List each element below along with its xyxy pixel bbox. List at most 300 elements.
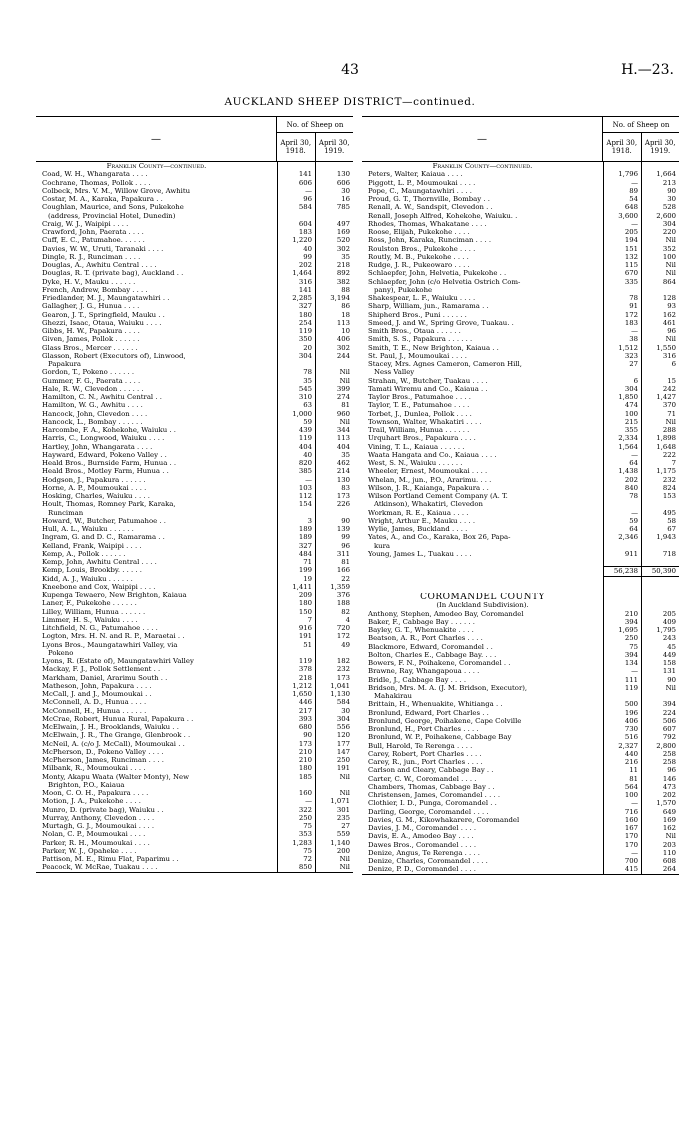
row-value-1918: 680 [298, 723, 312, 731]
row-name: Piggott, L. P., Moumoukai . . . . [368, 178, 476, 187]
table-row [362, 261, 679, 269]
row-value-1919: 153 [662, 492, 676, 500]
table-row [362, 327, 679, 335]
row-value-1919 [641, 286, 679, 294]
table-row [36, 822, 353, 830]
row-name: Peacock, W. McRae, Tuakau . . . . [42, 863, 158, 872]
row-value-1918: — [631, 219, 638, 228]
row-value-1919: 1,898 [656, 434, 676, 443]
table-row [362, 816, 679, 824]
row-value-1918: 1,438 [618, 467, 638, 476]
row-value-1919: 824 [662, 483, 676, 492]
row-name: Tamati Wiremu and Co., Kaiaua . . [368, 384, 488, 393]
row-value-1918: 440 [624, 749, 638, 758]
table-row [362, 618, 679, 626]
row-value-1919: 50,390 [641, 566, 679, 576]
row-value-1919: 173 [336, 673, 350, 682]
table-row [36, 525, 353, 533]
row-value-1919: 27 [341, 822, 350, 830]
row-value-1918: 7 [307, 615, 312, 624]
row-value-1918: 604 [298, 219, 312, 228]
row-value-1918: 141 [298, 170, 312, 179]
row-value-1919: 232 [336, 665, 350, 674]
row-value-1919: 718 [662, 549, 676, 558]
row-value-1919: 304 [662, 219, 676, 228]
header-col-1919: April 30, 1919. [641, 133, 680, 161]
table-row [36, 616, 353, 624]
row-value-1919: 71 [667, 409, 676, 418]
table-row [36, 212, 353, 220]
table-row [362, 484, 679, 492]
table-row [36, 740, 353, 748]
row-value-1919: 1,071 [330, 797, 350, 806]
row-value-1919 [641, 368, 679, 376]
row-name: Davies, J. M., Coromandel . . . . [368, 824, 477, 832]
row-value-1919 [315, 212, 353, 220]
row-value-1918: 112 [298, 492, 312, 500]
row-name: McCall, J. and J., Moumoukai . . [42, 690, 152, 698]
row-name: Shipherd Bros., Puni . . . . . . [368, 310, 467, 319]
table-row [36, 368, 353, 376]
row-value-1918: — [631, 848, 638, 857]
table-header [36, 117, 353, 162]
row-value-1919: 182 [336, 657, 350, 665]
header-dash: — [151, 133, 161, 145]
table-row [36, 253, 353, 261]
row-value-1919: 1,943 [656, 533, 676, 542]
row-value-1918: 183 [624, 318, 638, 327]
row-name: Hoult, Thomas, Romney Park, Karaka, [42, 500, 176, 509]
row-value-1918: 183 [298, 228, 312, 236]
row-value-1918: 210 [298, 756, 312, 764]
table-row [362, 203, 679, 211]
row-name: Franklin County—continued. [106, 162, 207, 170]
table-row [36, 674, 353, 682]
row-value-1918: 119 [298, 327, 312, 335]
row-value-1919: 10 [341, 327, 350, 335]
table-row [36, 839, 353, 847]
row-name: Dingle, R. J., Runciman . . . . [42, 252, 141, 261]
row-value-1919: Nil [339, 772, 350, 781]
row-value-1918: 167 [624, 824, 638, 832]
row-value-1918: 216 [624, 758, 638, 766]
row-value-1919: 409 [662, 617, 676, 626]
table-row [362, 775, 679, 783]
row-value-1919: 162 [662, 310, 676, 319]
row-value-1918: 911 [624, 549, 638, 558]
row-name: Hale, R. W., Clevedon . . . . . . [42, 384, 144, 393]
table-row [36, 443, 353, 451]
row-value-1919: 15 [667, 376, 676, 385]
row-value-1918: 484 [298, 549, 312, 558]
row-value-1918 [277, 162, 315, 170]
row-value-1919: 67 [667, 525, 676, 533]
row-value-1919: 1,648 [656, 442, 676, 451]
header-col-1918: April 30, 1918. [280, 139, 312, 155]
header-col-1918: April 30, 1918. [606, 139, 638, 155]
row-value-1918: 2,285 [292, 294, 312, 302]
row-name: Strahan, W., Butcher, Tuakau . . . . [368, 376, 488, 385]
row-value-1918: 172 [624, 310, 638, 319]
table-row [362, 601, 679, 609]
row-name: Glasson, Robert (Executors of), Linwood, [42, 351, 186, 360]
row-value-1919: 45 [667, 642, 676, 651]
row-value-1919: 250 [336, 756, 350, 764]
row-value-1919: 394 [662, 700, 676, 709]
row-value-1919: 173 [336, 492, 350, 500]
table-row [362, 344, 679, 352]
row-name: Peters, Walter, Kaiaua . . . . [368, 170, 463, 179]
row-value-1919: Nil [339, 863, 350, 872]
table-row [36, 550, 353, 558]
row-value-1918: 218 [298, 673, 312, 682]
row-value-1919: 81 [341, 401, 350, 410]
table-row [36, 484, 353, 492]
table-row [362, 865, 679, 873]
row-name: Bronlund, H., Port Charles . . . . [368, 725, 479, 733]
row-value-1919: Nil [339, 376, 350, 385]
row-value-1919: 584 [336, 698, 350, 707]
row-value-1918 [603, 368, 641, 376]
row-name: Denize, Charles, Coromandel . . . . [368, 857, 488, 865]
row-value-1919: 139 [336, 525, 350, 533]
row-name: McElwain, J. H., Brooklands, Waiuku . . [42, 723, 179, 731]
row-name: Lilley, William, Hunua . . . . . . [42, 607, 146, 616]
table-row [36, 319, 353, 327]
row-value-1919: 352 [662, 244, 676, 253]
table-row [36, 509, 353, 517]
row-value-1918: 75 [303, 846, 312, 855]
left-table-body [36, 162, 353, 872]
table-row [362, 253, 679, 261]
row-value-1918: 64 [629, 459, 638, 467]
row-value-1918: 170 [624, 832, 638, 841]
row-value-1919: 960 [336, 409, 350, 418]
table-row [36, 426, 353, 434]
row-name: Murray, Anthony, Clevedon . . . . [42, 813, 155, 822]
row-value-1918: 850 [298, 863, 312, 872]
row-value-1918: 99 [303, 252, 312, 261]
row-value-1918: 304 [624, 384, 638, 393]
row-value-1919: Nil [665, 417, 676, 426]
row-value-1919: 166 [336, 566, 350, 575]
table-row [362, 286, 679, 294]
row-value-1919: 1,130 [330, 690, 350, 698]
row-value-1919: 243 [662, 634, 676, 643]
row-value-1919: 497 [336, 219, 350, 228]
row-value-1918: 27 [629, 360, 638, 368]
right-table-body [362, 162, 679, 874]
row-value-1918: 196 [624, 708, 638, 717]
row-name: Carter, C. W., Coromandel . . . . [368, 774, 477, 783]
row-value-1919 [315, 781, 353, 789]
row-value-1919: Nil [665, 832, 676, 841]
table-row [36, 599, 353, 607]
row-value-1919: 96 [341, 541, 350, 550]
row-name: Craig, W. J., Waipipi . . . . [42, 219, 129, 228]
row-name: Dyke, H. V., Mauku . . . . . . [42, 277, 136, 286]
row-value-1918: 3 [307, 516, 312, 525]
table-row [362, 750, 679, 758]
table-row [36, 756, 353, 764]
row-value-1919: 556 [336, 723, 350, 731]
row-value-1918: 154 [298, 500, 312, 509]
row-name: Waata Hangata and Co., Kaiaua . . . . [368, 450, 497, 459]
row-value-1919 [641, 692, 679, 700]
page-header [0, 62, 700, 82]
row-value-1918: 385 [298, 467, 312, 476]
table-row [36, 294, 353, 302]
table-row [36, 797, 353, 805]
table-row [362, 195, 679, 203]
row-value-1919: 461 [662, 318, 676, 327]
row-value-1918: 20 [303, 343, 312, 352]
table-row [362, 742, 679, 750]
row-name: Urquhart Bros., Papakura . . . . [368, 434, 476, 443]
row-value-1919: 30 [341, 186, 350, 195]
row-name: Bayley, G. T., Whenuakite . . . . [368, 626, 474, 634]
row-value-1919: 2,800 [656, 741, 676, 750]
row-value-1918: 35 [303, 376, 312, 385]
table-row [36, 228, 353, 236]
row-name: Parker, W. J., Opaheke . . . . [42, 846, 137, 855]
row-name: Howard, W., Butcher, Patumahoe . . [42, 516, 166, 525]
table-row [362, 311, 679, 319]
row-value-1918: 322 [298, 805, 312, 814]
row-name: Yates, A., and Co., Karaka, Box 26, Papa- [368, 533, 511, 542]
row-value-1918: 350 [298, 335, 312, 344]
row-value-1918: 1,283 [292, 838, 312, 847]
row-value-1918: 141 [298, 285, 312, 294]
table-row [362, 558, 679, 566]
row-value-1919: 82 [341, 607, 350, 616]
table-row [362, 849, 679, 857]
row-name: Brittain, H., Whenuakite, Whitianga . . [368, 700, 503, 709]
row-name: McConnell, H., Hunua . . . . . . [42, 706, 147, 715]
table-row [362, 799, 679, 807]
table-row [362, 857, 679, 865]
row-value-1918: 115 [624, 261, 638, 269]
table-row [36, 698, 353, 706]
row-value-1918: 210 [624, 609, 638, 618]
row-value-1919: 559 [336, 830, 350, 839]
row-value-1919: 316 [662, 351, 676, 360]
row-name: Taylor, T. E., Patumahoe . . . . [368, 401, 470, 410]
table-row [36, 311, 353, 319]
row-value-1919: 191 [336, 764, 350, 773]
row-value-1918: 89 [629, 186, 638, 195]
table-row [36, 179, 353, 187]
table-row [362, 667, 679, 675]
row-value-1919: 608 [662, 857, 676, 865]
row-name: Hartley, John, Whangarata . . . . [42, 442, 153, 451]
row-value-1919: 90 [667, 675, 676, 684]
table-row [362, 426, 679, 434]
row-value-1918: 100 [624, 409, 638, 418]
row-name: Bridle, J., Cabbage Bay . . . . [368, 675, 467, 684]
row-value-1919: 288 [662, 426, 676, 434]
row-value-1918: 2,346 [618, 533, 638, 542]
row-value-1919: 301 [336, 805, 350, 814]
row-value-1918: 209 [298, 591, 312, 599]
table-row [36, 641, 353, 649]
row-value-1918: 54 [629, 195, 638, 203]
row-value-1919: 16 [341, 195, 350, 203]
table-row [36, 467, 353, 475]
row-value-1919: 520 [336, 236, 350, 245]
row-value-1919: 607 [662, 725, 676, 733]
row-name: Heald Bros., Burnside Farm, Hunua . . [42, 459, 177, 467]
row-name: Schlaepfer, John, Helvetia, Pukekohe . . [368, 269, 507, 278]
row-name: Davies, G. M., Kikowhakarere, Coromandel [368, 815, 520, 824]
row-value-1919: Nil [665, 683, 676, 692]
row-value-1919: 202 [662, 791, 676, 799]
row-value-1919: 86 [341, 302, 350, 311]
row-name: Darling, George, Coromandel . . . . [368, 807, 489, 816]
row-value-1918: 51 [303, 640, 312, 649]
table-row [362, 401, 679, 409]
row-value-1919: 93 [667, 302, 676, 311]
table-row [362, 643, 679, 651]
row-value-1919: 404 [336, 442, 350, 451]
row-value-1919: 30 [667, 195, 676, 203]
row-value-1918: 180 [298, 764, 312, 773]
table-row [362, 733, 679, 741]
page-number: 43 [341, 62, 359, 78]
row-value-1918: 250 [298, 813, 312, 822]
row-name: Renall, A. W., Sandspit, Clevedon . . [368, 203, 493, 212]
row-name: Munro, D. (private bag), Waiuku . . [42, 805, 164, 814]
row-value-1919: 18 [341, 310, 350, 319]
row-value-1918: 304 [298, 351, 312, 360]
row-value-1919: 344 [336, 426, 350, 434]
row-value-1919: 205 [662, 609, 676, 618]
row-value-1918: 394 [624, 650, 638, 659]
row-name: Blackmore, Edward, Coromandel . . [368, 642, 493, 651]
row-name: Harris, C., Longwood, Waiuku . . . . [42, 434, 165, 443]
row-name: Wilson, J. R., Kaianga, Papakura . . [368, 483, 489, 492]
row-name: Milbank, R., Moumoukai . . . . [42, 764, 146, 773]
row-value-1918: 1,212 [292, 681, 312, 690]
row-name: Nolan, C. P., Moumoukai . . . . [42, 830, 146, 839]
row-value-1918 [277, 781, 315, 789]
row-value-1919: Nil [665, 236, 676, 245]
row-value-1918: 1,564 [618, 442, 638, 451]
row-value-1918: 516 [624, 733, 638, 742]
table-row [362, 187, 679, 195]
row-value-1919: 244 [336, 351, 350, 360]
table-row [36, 377, 353, 385]
row-name: Hodgson, J., Papakura . . . . . . [42, 475, 146, 484]
row-name: Smeed, J. and W., Spring Grove, Tuakau. . [368, 318, 514, 327]
row-name: Lyons Bros., Maungatawhiri Valley, via [42, 640, 178, 649]
header-dash: — [477, 133, 487, 145]
row-value-1918: 335 [624, 277, 638, 286]
row-value-1919: 100 [662, 252, 676, 261]
row-value-1918 [277, 509, 315, 517]
row-name: Gibbs, H. W., Papakura . . . . [42, 327, 140, 335]
row-value-1919: 528 [662, 203, 676, 212]
row-value-1919: 302 [336, 244, 350, 253]
row-value-1918: 119 [624, 683, 638, 692]
row-value-1918: 40 [303, 244, 312, 253]
row-value-1918: 90 [303, 731, 312, 740]
table-row [362, 566, 679, 576]
row-value-1919: 96 [667, 327, 676, 335]
row-value-1918: 545 [298, 384, 312, 393]
row-name: (address, Provincial Hotel, Dunedin) [48, 211, 176, 220]
row-value-1919: 264 [662, 865, 676, 874]
table-row [362, 791, 679, 799]
row-name: Papakura [48, 360, 81, 368]
table-row [36, 492, 353, 500]
row-value-1919: 606 [336, 178, 350, 187]
row-value-1919: 235 [336, 813, 350, 822]
row-value-1919: 1,427 [656, 393, 676, 401]
row-value-1918: — [631, 450, 638, 459]
row-value-1918: 254 [298, 318, 312, 327]
row-value-1918: 194 [624, 236, 638, 245]
row-name: Cuff, E. C., Patumahoe. . . . . . [42, 236, 145, 245]
table-row [36, 245, 353, 253]
row-name: Denize, P. D., Coromandel . . . . [368, 865, 476, 874]
table-row [362, 179, 679, 187]
row-name: Roulston Bros., Pukekohe . . . . [368, 244, 476, 253]
row-name: Young, James L., Tuakau . . . . [368, 549, 472, 558]
row-value-1919: 213 [662, 178, 676, 187]
row-name: kura [374, 541, 391, 550]
row-name: Horne, A. P., Moumoukai . . . . [42, 483, 147, 492]
table-row [36, 863, 353, 871]
table-row [36, 566, 353, 574]
table-row [362, 709, 679, 717]
row-value-1919: 785 [336, 203, 350, 212]
table-row [362, 360, 679, 368]
row-name: Smith Bros., Otaua . . . . . . [368, 327, 461, 335]
row-name: Chambers, Thomas, Cabbage Bay . . [368, 782, 495, 791]
table-row [362, 692, 679, 700]
row-name: Brawne, Ray, Whangapoua . . . . [368, 667, 480, 676]
table-row [362, 766, 679, 774]
table-row [36, 665, 353, 673]
table-row [362, 467, 679, 475]
row-name: Sharp, William, jun., Ramarama . . [368, 302, 489, 311]
row-value-1919: 131 [662, 667, 676, 676]
table-row [36, 830, 353, 838]
table-row [362, 319, 679, 327]
row-value-1919: 1,570 [656, 799, 676, 808]
table-row [362, 634, 679, 642]
row-value-1919: Nil [339, 855, 350, 863]
row-name: Bolton, Charles E., Cabbage Bay. . . . [368, 650, 497, 659]
row-name: Limmer, H. S., Waiuku . . . . [42, 615, 138, 624]
row-value-1918: 173 [298, 739, 312, 748]
row-name: McElwain, J. R., The Grange, Glenbrook . . [42, 731, 191, 740]
row-name: Mahakirau [374, 692, 412, 700]
row-name: Wheeler, Ernest, Moumoukai . . . . [368, 467, 488, 476]
table-row [362, 517, 679, 525]
row-name: Townson, Walter, Whakatiri . . . . [368, 417, 482, 426]
row-value-1918: — [305, 186, 312, 195]
row-value-1919: 222 [662, 450, 676, 459]
row-name: Rudge, J. R., Pukeowaro . . . . [368, 261, 470, 269]
row-value-1919: 30 [341, 706, 350, 715]
row-value-1918: 78 [629, 294, 638, 302]
table-row [362, 278, 679, 286]
row-value-1919: 258 [662, 749, 676, 758]
row-value-1918: 1,850 [618, 393, 638, 401]
row-value-1918: 210 [298, 747, 312, 756]
